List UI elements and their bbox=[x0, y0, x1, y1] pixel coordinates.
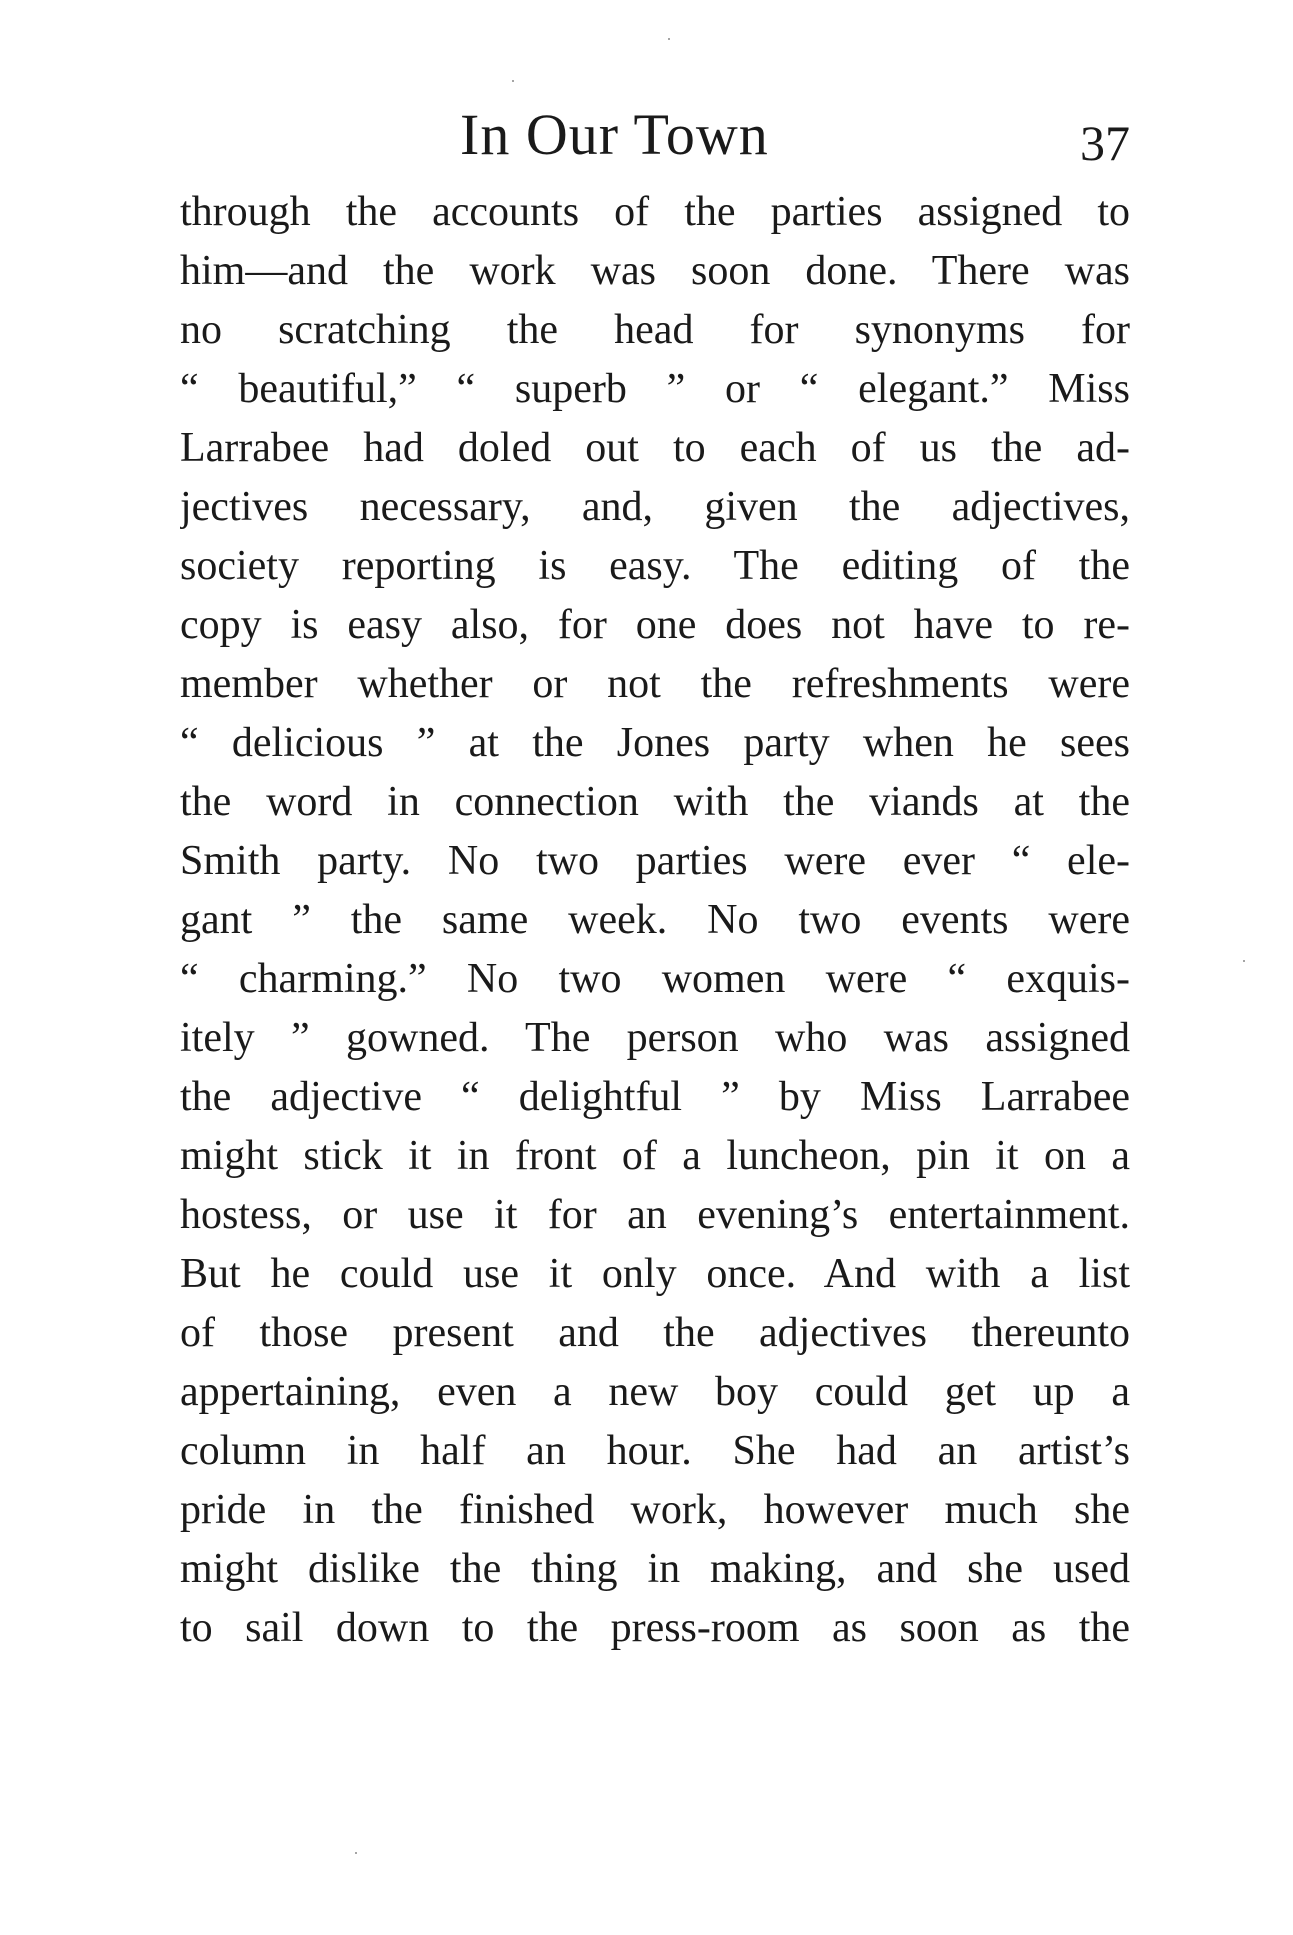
text-line-16: the adjective “ delightful ” by Miss Larrabee bbox=[180, 1074, 1130, 1120]
running-head bbox=[180, 100, 1130, 170]
text-line-19: But he could use it only once. And with a list bbox=[180, 1251, 1130, 1297]
text-line-18: hostess, or use it for an evening’s entertainment. bbox=[180, 1192, 1130, 1238]
scan-speck bbox=[1243, 960, 1245, 962]
text-line-10: “ delicious ” at the Jones party when he sees bbox=[180, 720, 1130, 766]
text-line-24: might dislike the thing in making, and she used bbox=[180, 1546, 1130, 1592]
scan-speck bbox=[668, 38, 670, 40]
text-line-23: pride in the finished work, however much she bbox=[180, 1487, 1130, 1533]
text-line-5: Larrabee had doled out to each of us the ad- bbox=[180, 425, 1130, 471]
text-line-22: column in half an hour. She had an artist’s bbox=[180, 1428, 1130, 1474]
text-line-21: appertaining, even a new boy could get up a bbox=[180, 1369, 1130, 1415]
text-line-3: no scratching the head for synonyms for bbox=[180, 307, 1130, 353]
text-line-14: “ charming.” No two women were “ exquis- bbox=[180, 956, 1130, 1002]
text-line-12: Smith party. No two parties were ever “ ele- bbox=[180, 838, 1130, 884]
text-line-8: copy is easy also, for one does not have to re- bbox=[180, 602, 1130, 648]
page-number: 37 bbox=[1080, 115, 1130, 171]
body-text bbox=[180, 183, 1130, 1658]
text-line-4: “ beautiful,” “ superb ” or “ elegant.” Miss bbox=[180, 366, 1130, 412]
text-line-20: of those present and the adjectives thereunto bbox=[180, 1310, 1130, 1356]
text-line-9: member whether or not the refreshments were bbox=[180, 661, 1130, 707]
text-line-17: might stick it in front of a luncheon, pin it on a bbox=[180, 1133, 1130, 1179]
scan-speck bbox=[512, 80, 514, 82]
text-line-25: to sail down to the press-room as soon as the bbox=[180, 1605, 1130, 1651]
scan-speck bbox=[355, 1852, 357, 1854]
running-title: In Our Town bbox=[460, 102, 769, 167]
text-line-7: society reporting is easy. The editing of the bbox=[180, 543, 1130, 589]
text-line-1: through the accounts of the parties assigned to bbox=[180, 189, 1130, 235]
text-line-11: the word in connection with the viands at the bbox=[180, 779, 1130, 825]
text-line-13: gant ” the same week. No two events were bbox=[180, 897, 1130, 943]
text-line-15: itely ” gowned. The person who was assigned bbox=[180, 1015, 1130, 1061]
text-line-6: jectives necessary, and, given the adjectives, bbox=[180, 484, 1130, 530]
text-line-2: him—and the work was soon done. There was bbox=[180, 248, 1130, 294]
